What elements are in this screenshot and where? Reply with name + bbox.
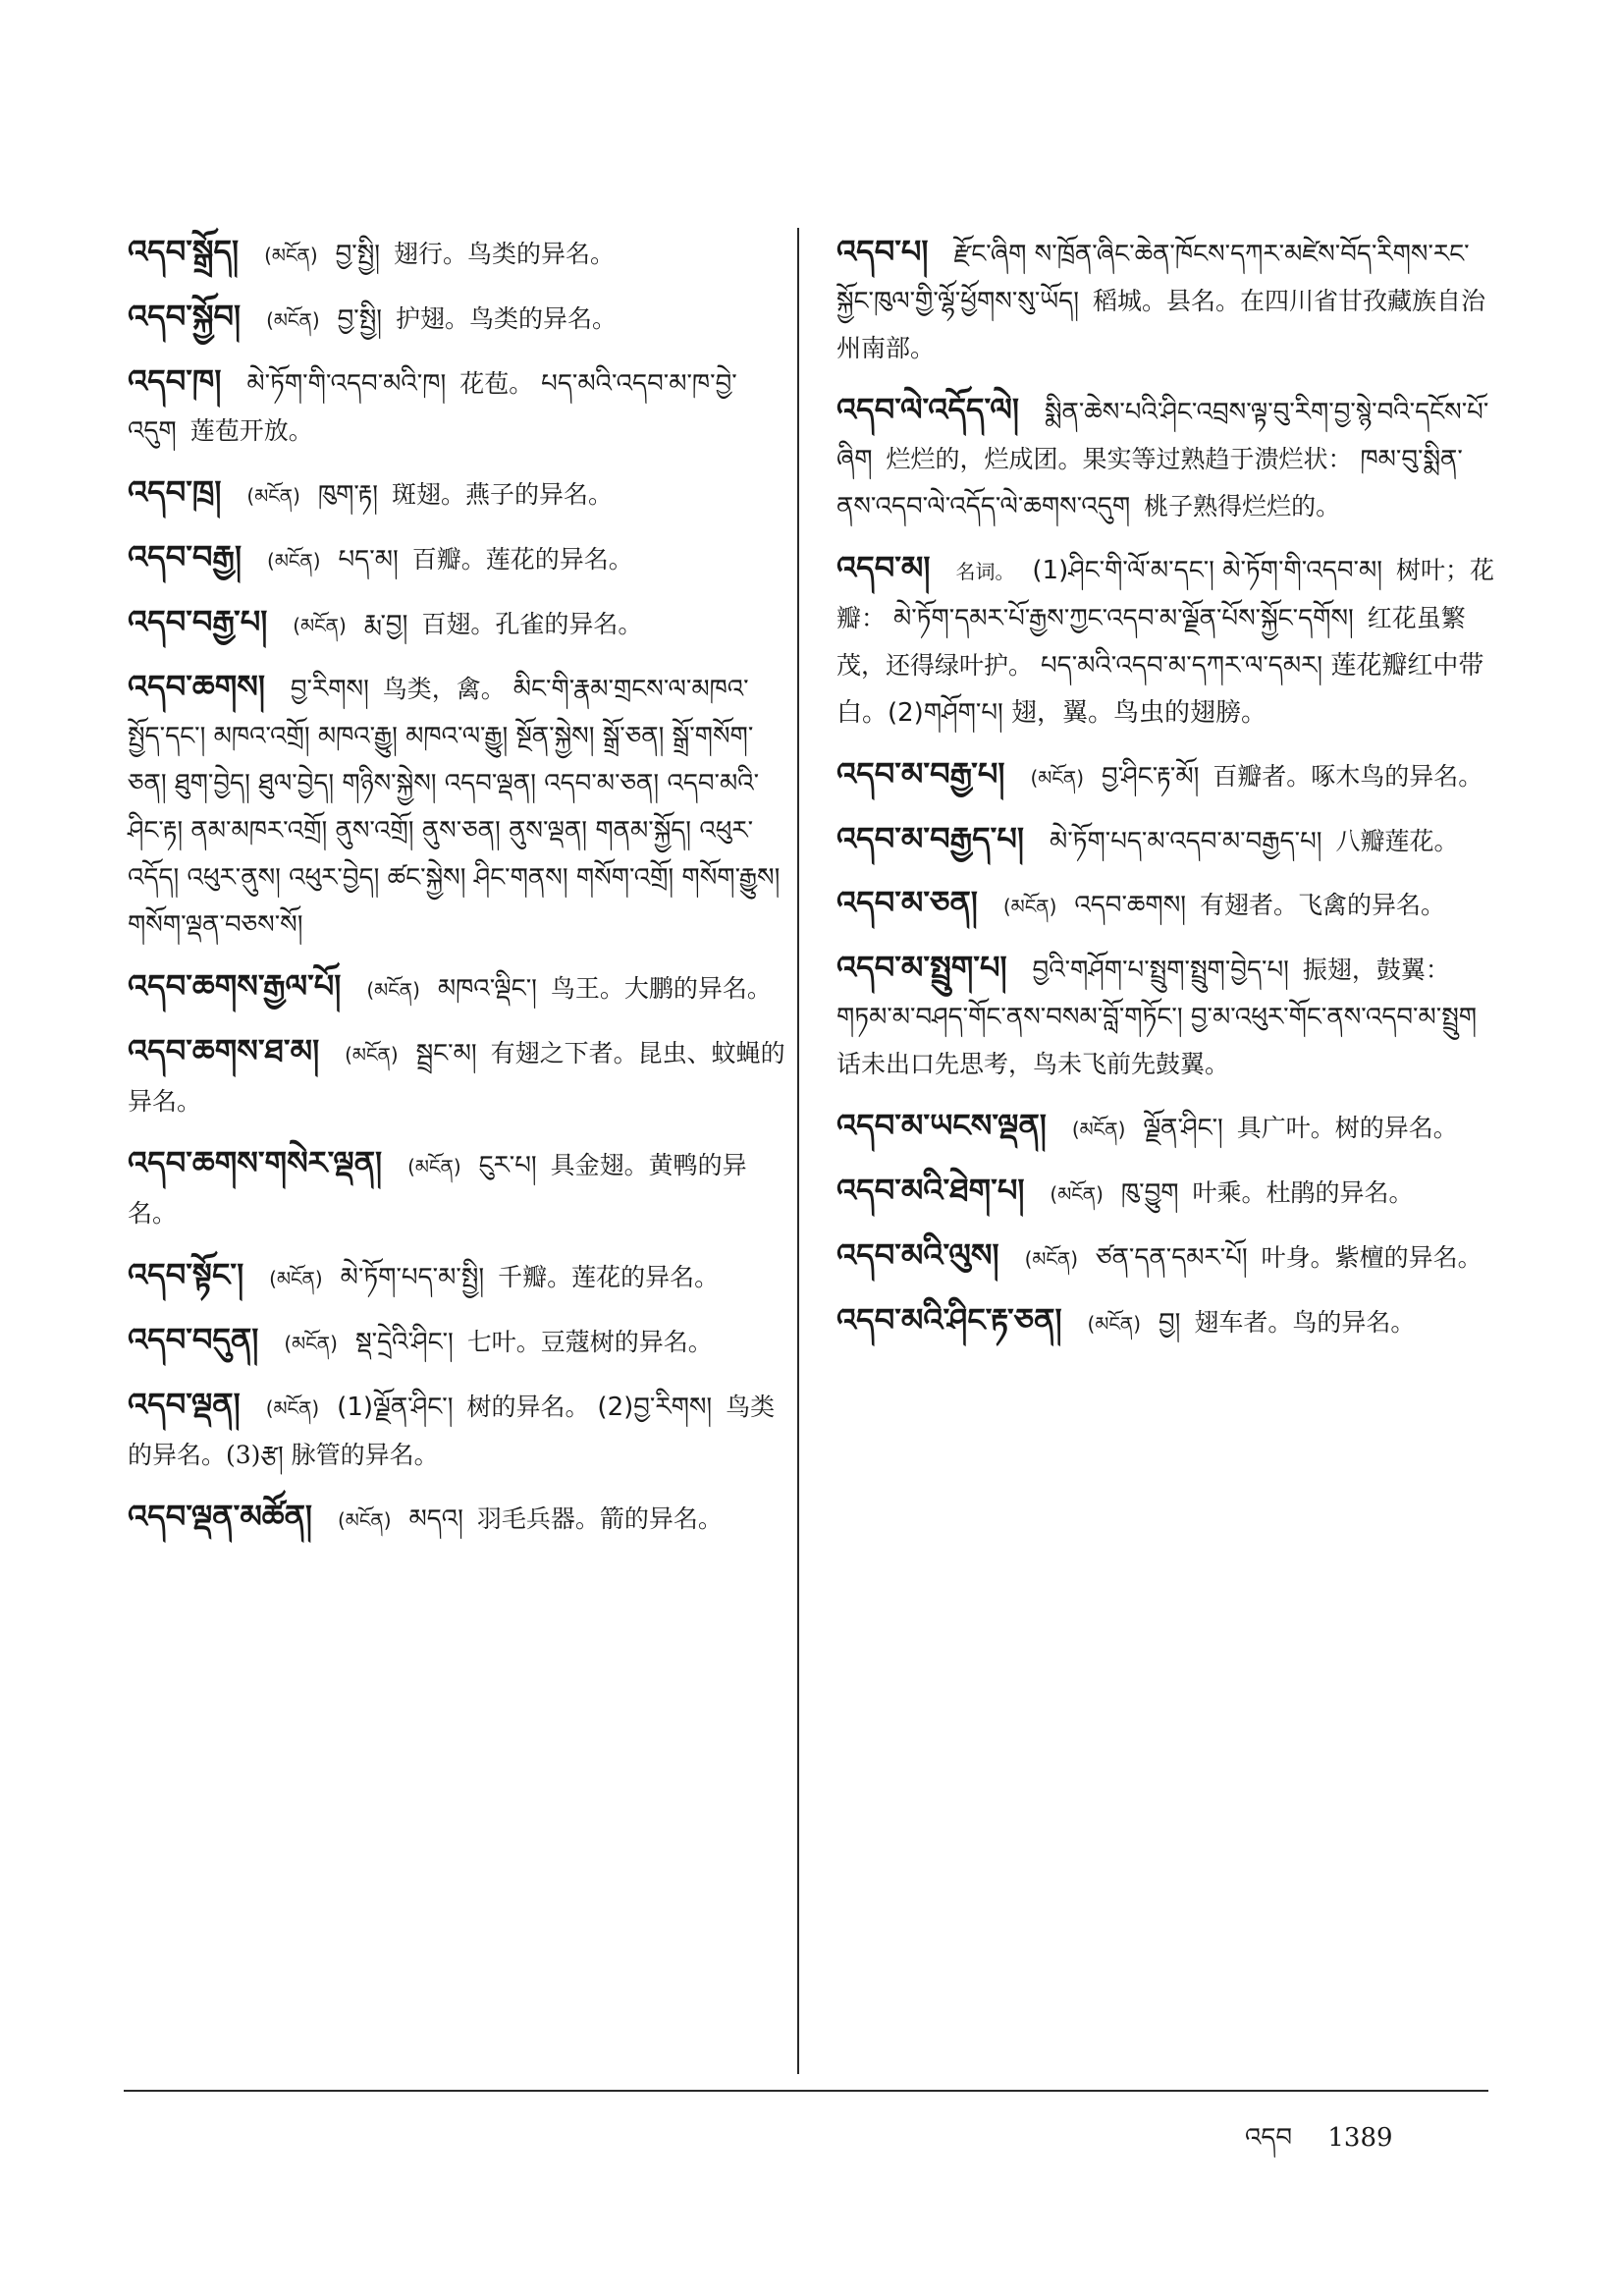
dictionary-entry xyxy=(128,1493,785,1544)
headword: འདབ་མ། xyxy=(836,549,931,586)
chinese-example: 话未出口先思考，鸟未飞前先鼓翼。 xyxy=(836,1050,1230,1078)
usage-label: (མངོན) xyxy=(246,484,300,508)
tibetan-definition: མཁའ་ལྡིང་། xyxy=(437,974,537,1004)
tibetan-definition: རྫོང་ཞིག ས་ཁྲོན་ཞིང་ཆེན་ཁོངས་དཀར་མཛེས་བོད་རིགས་རང་སྐྱོང་ཁུལ་གྱི་ལྷོ་ཕྱོགས་སུ་ཡོད། xyxy=(836,240,1470,316)
headword: འདབ་མའི་ཐེག་པ། xyxy=(836,1172,1025,1209)
chinese-definition: 叶身。紫檀的异名。 xyxy=(1261,1243,1482,1272)
dictionary-entry xyxy=(836,750,1494,801)
headword: འདབ་བདུན། xyxy=(128,1321,259,1358)
usage-label: (མངོན) xyxy=(1087,1312,1142,1336)
chinese-definition: 花苞。 xyxy=(459,369,534,398)
column-divider xyxy=(797,228,799,2074)
tibetan-definition: མེ་ཏོག་པད་མ་འདབ་མ་བརྒྱད་པ། xyxy=(1049,827,1322,856)
headword: འདབ་བརྒྱ། xyxy=(128,538,243,575)
dictionary-entry xyxy=(128,1251,785,1302)
headword: འདབ་མའི་ལུས། xyxy=(836,1236,999,1274)
tibetan-definition: ཙན་དན་དམར་པོ། xyxy=(1096,1243,1248,1273)
headword: འདབ་ཆགས་རྒྱལ་པོ། xyxy=(128,967,342,1005)
tibetan-definition: མདའ། xyxy=(408,1504,463,1534)
headword: འདབ་སྟོང་། xyxy=(128,1256,244,1293)
tibetan-definition: བྱའི་གཤོག་པ་སྤྲུག་སྤྲུག་བྱེད་པ། xyxy=(1032,956,1289,985)
tibetan-definition: ཁུ་བྱུག xyxy=(1120,1178,1179,1208)
chinese-definition: 八瓣莲花。 xyxy=(1335,827,1459,855)
chinese-definition: 叶乘。杜鹃的异名。 xyxy=(1192,1178,1414,1207)
headword: འདབ་མ་བརྒྱ་པ། xyxy=(836,755,1005,793)
dictionary-entry xyxy=(836,815,1494,865)
tibetan-definition: སྦྲང་མ། xyxy=(415,1039,477,1068)
usage-label: (མངོན) xyxy=(338,1508,392,1532)
dictionary-entry xyxy=(128,1027,785,1125)
tibetan-definition: (1)ལྗོན་ཤིང་། xyxy=(337,1393,454,1422)
chinese-definition: 翅行。鸟类的异名。 xyxy=(394,240,616,268)
tibetan-definition: བྱ་རིགས། xyxy=(290,675,369,704)
usage-label: (མངོན) xyxy=(265,1396,320,1420)
running-head: འདབ xyxy=(1245,2123,1293,2153)
headword: འདབ་ཁྲ། xyxy=(128,473,222,511)
headword: འདབ་མ་ཅན། xyxy=(836,884,978,921)
tibetan-extra: པད་མའི་འདབ་མ་དཀར་ལ་དམར། 莲花瓣红中带白。(2)གཤོག་པ། 翅，翼。鸟虫的翅膀。 xyxy=(836,651,1484,728)
chinese-example: 莲苞开放。 xyxy=(189,416,313,445)
headword: འདབ་པ། xyxy=(836,233,929,270)
chinese-definition: 斑翅。燕子的异名。 xyxy=(392,480,614,509)
usage-label: (མངོན) xyxy=(266,308,320,332)
tibetan-example: མེ་ཏོག་དམར་པོ་རྒྱས་ཀྱང་འདབ་མ་ལྗོན་པོས་སྐྱོང་དགོས། xyxy=(892,604,1354,633)
headword: འདབ་མ་བརྒྱད་པ། xyxy=(836,820,1025,857)
chinese-definition: 鸟王。大鹏的异名。 xyxy=(550,974,772,1003)
chinese-definition: 树叶；花瓣： xyxy=(836,556,1494,632)
headword: འདབ་ཆགས། xyxy=(128,668,265,705)
dictionary-entry xyxy=(128,962,785,1013)
footer-rule xyxy=(124,2090,1488,2092)
tibetan-example: ཁམ་བུ་སྨིན་ནས་འདབ་ལེ་འདོད་ལེ་ཆགས་འདུག xyxy=(836,445,1463,521)
tibetan-definition: མེ་ཏོག་པད་མ་སྤྱི། xyxy=(340,1263,485,1292)
tibetan-definition: བྱ། xyxy=(1159,1308,1181,1338)
usage-label: (མངོན) xyxy=(293,614,347,637)
tibetan-definition: བྱ་སྤྱི། xyxy=(337,304,383,334)
usage-label: 名词。 xyxy=(955,560,1015,583)
tibetan-definition: ཁུག་རྟ། xyxy=(317,480,379,510)
tibetan-example: པད་མའི་འདབ་མ་ཁ་བྱེ་འདུག xyxy=(128,369,737,446)
headword: འདབ་མའི་ཤིང་རྟ་ཅན། xyxy=(836,1301,1062,1339)
chinese-definition: 振翅，鼓翼： xyxy=(1302,956,1450,984)
dictionary-entry xyxy=(128,663,785,949)
chinese-definition: 百瓣。莲花的异名。 xyxy=(411,545,633,574)
chinese-example: 桃子熟得烂烂的。 xyxy=(1144,492,1341,520)
page-number: 1389 xyxy=(1327,2123,1393,2153)
tibetan-definition: བྱ་སྤྱི། xyxy=(335,240,381,269)
chinese-definition: 羽毛兵器。箭的异名。 xyxy=(476,1504,723,1533)
chinese-definition: 七叶。豆蔻树的异名。 xyxy=(466,1328,713,1356)
tibetan-example: (2)བྱ་རིགས། xyxy=(597,1393,713,1422)
usage-label: (མངོན) xyxy=(284,1332,338,1355)
dictionary-entry xyxy=(128,598,785,649)
usage-label: (མངོན) xyxy=(1050,1182,1104,1206)
dictionary-entry xyxy=(836,544,1494,737)
chinese-definition: 有翅者。飞禽的异名。 xyxy=(1200,891,1446,919)
usage-label: (མངོན) xyxy=(269,1267,323,1290)
usage-label: (མངོན) xyxy=(267,549,321,573)
tibetan-definition: འདབ་ཆགས། xyxy=(1074,891,1187,920)
tibetan-definition: ངུར་པ། xyxy=(478,1151,537,1180)
chinese-example: 红花虽繁茂，还得绿叶护。 xyxy=(836,604,1466,680)
tibetan-definition: བྱ་ཤིང་རྟ་མོ། xyxy=(1101,762,1200,792)
chinese-definition: 具金翅。黄鸭的异名。 xyxy=(128,1151,747,1228)
chinese-definition: 百翅。孔雀的异名。 xyxy=(421,610,643,638)
tibetan-example: གཏམ་མ་བཤད་གོང་ནས་བསམ་བློ་གཏོང་། བྱ་མ་འཕུར་གོང་ནས་འདབ་མ་སྤྲུག xyxy=(836,1003,1478,1032)
dictionary-entry xyxy=(128,228,785,279)
dictionary-entry xyxy=(836,879,1494,930)
usage-label: (མངོན) xyxy=(1030,766,1085,790)
chinese-example: 鸟类的异名。(3)རྩ། 脉管的异名。 xyxy=(128,1393,776,1469)
headword: འདབ་བརྒྱ་པ། xyxy=(128,603,268,640)
tibetan-definition: སྨིན་ཆེས་པའི་ཤིང་འབྲས་ལྟ་བུ་རིག་བྱ་སྙེ་བའི་དངོས་པོ་ཞིག xyxy=(836,398,1489,474)
headword: འདབ་མ་སྤྲུག་པ། xyxy=(836,949,1007,986)
headword: འདབ་སྐྱོབ། xyxy=(128,298,242,335)
dictionary-entry xyxy=(128,1381,785,1479)
left-column xyxy=(128,228,785,1558)
dictionary-entry xyxy=(836,1102,1494,1153)
chinese-definition: 翅车者。鸟的异名。 xyxy=(1194,1308,1416,1337)
tibetan-definition: མེ་ཏོག་གི་འདབ་མའི་ཁ། xyxy=(246,369,447,399)
headword: འདབ་སྒྲོད། xyxy=(128,233,240,270)
dictionary-entry xyxy=(836,386,1494,530)
headword: འདབ་མ་ཡངས་ལྡན། xyxy=(836,1107,1047,1144)
chinese-definition: 具广叶。树的异名。 xyxy=(1236,1114,1458,1142)
chinese-definition: 稻城。县名。在四川省甘孜藏族自治州南部。 xyxy=(836,287,1485,362)
usage-label: (མངོན) xyxy=(264,244,318,267)
chinese-definition: 千瓣。莲花的异名。 xyxy=(498,1263,720,1291)
chinese-definition: 有翅之下者。昆虫、蚊蝇的异名。 xyxy=(128,1039,785,1116)
tibetan-definition: པད་མ། xyxy=(338,545,399,574)
chinese-definition: 树的异名。 xyxy=(466,1393,590,1421)
headword: འདབ་ལྡན་མཚོན། xyxy=(128,1498,313,1535)
dictionary-entry xyxy=(836,1167,1494,1218)
page-footer xyxy=(1217,2109,1393,2181)
headword: འདབ་ལྡན། xyxy=(128,1386,241,1423)
headword: འདབ་ལེ་འདོད་ལེ། xyxy=(836,391,1019,428)
usage-label: (མངོན) xyxy=(1002,895,1057,918)
chinese-definition: 护翅。鸟类的异名。 xyxy=(395,304,617,333)
usage-label: (མངོན) xyxy=(407,1155,461,1178)
tibetan-definition: ལྗོན་ཤིང་། xyxy=(1143,1114,1223,1143)
dictionary-entry xyxy=(128,533,785,584)
dictionary-entry xyxy=(128,1139,785,1237)
dictionary-entry xyxy=(836,1231,1494,1283)
tibetan-definition: (1)ཤིང་གི་ལོ་མ་དང་། མེ་ཏོག་གི་འདབ་མ། xyxy=(1032,556,1383,585)
tibetan-definition: རྨ་བྱ། xyxy=(363,610,408,639)
usage-label: (མངོན) xyxy=(1024,1247,1079,1271)
dictionary-entry xyxy=(836,1296,1494,1347)
dictionary-entry xyxy=(836,228,1494,372)
right-column xyxy=(836,228,1494,1361)
tibetan-example: མིང་གི་རྣམ་གྲངས་ལ་མཁའ་སྤྱོད་དང་། མཁའ་འགྲོ། མཁའ་རྒྱུ། མཁའ་ལ་རྒྱུ། སྔོན་སྐྱེས། སྒྲོ་ཅན། སྒྲོ་གསོག་ཅན། ཐུག་བྱེད། ཐུལ་བྱེད། གཉིས་སྐྱེས། འདབ་ལྡན། འདབ་མ་ཅན། འདབ་མའི་ཤིང་རྟ། ནམ་མཁར་འགྲོ། ནུས་འགྲོ། ནུས་ཅན། ནུས་ལྡན། གནམ་སྐྱོད། འཕུར་འདོད། འཕུར་ནུས། འཕུར་བྱེད། ཚང་སྐྱེས། ཤིང་གནས། གསོག་འགྲོ། གསོག་རྒྱུས། གསོག་ལྡན་བཅས་སོ། xyxy=(128,675,781,940)
dictionary-entry xyxy=(836,944,1494,1088)
chinese-definition: 烂烂的，烂成团。果实等过熟趋于溃烂状： xyxy=(886,445,1353,473)
tibetan-definition: སྡ་དྲེའི་ཤིང་། xyxy=(354,1328,454,1357)
headword: འདབ་ཆགས་ཐ་མ། xyxy=(128,1032,320,1069)
chinese-definition: 百瓣者。啄木鸟的异名。 xyxy=(1213,762,1483,791)
headword: འདབ་ཆགས་གསེར་ལྡན། xyxy=(128,1144,383,1181)
dictionary-entry xyxy=(128,468,785,519)
dictionary-entry xyxy=(128,1316,785,1367)
usage-label: (མངོན) xyxy=(366,978,420,1002)
headword: འདབ་ཁ། xyxy=(128,362,222,400)
chinese-definition: 鸟类，禽。 xyxy=(382,675,506,703)
dictionary-entry xyxy=(128,293,785,344)
usage-label: (མངོན) xyxy=(345,1043,399,1066)
usage-label: (མངོན) xyxy=(1071,1118,1126,1141)
dictionary-entry xyxy=(128,357,785,455)
